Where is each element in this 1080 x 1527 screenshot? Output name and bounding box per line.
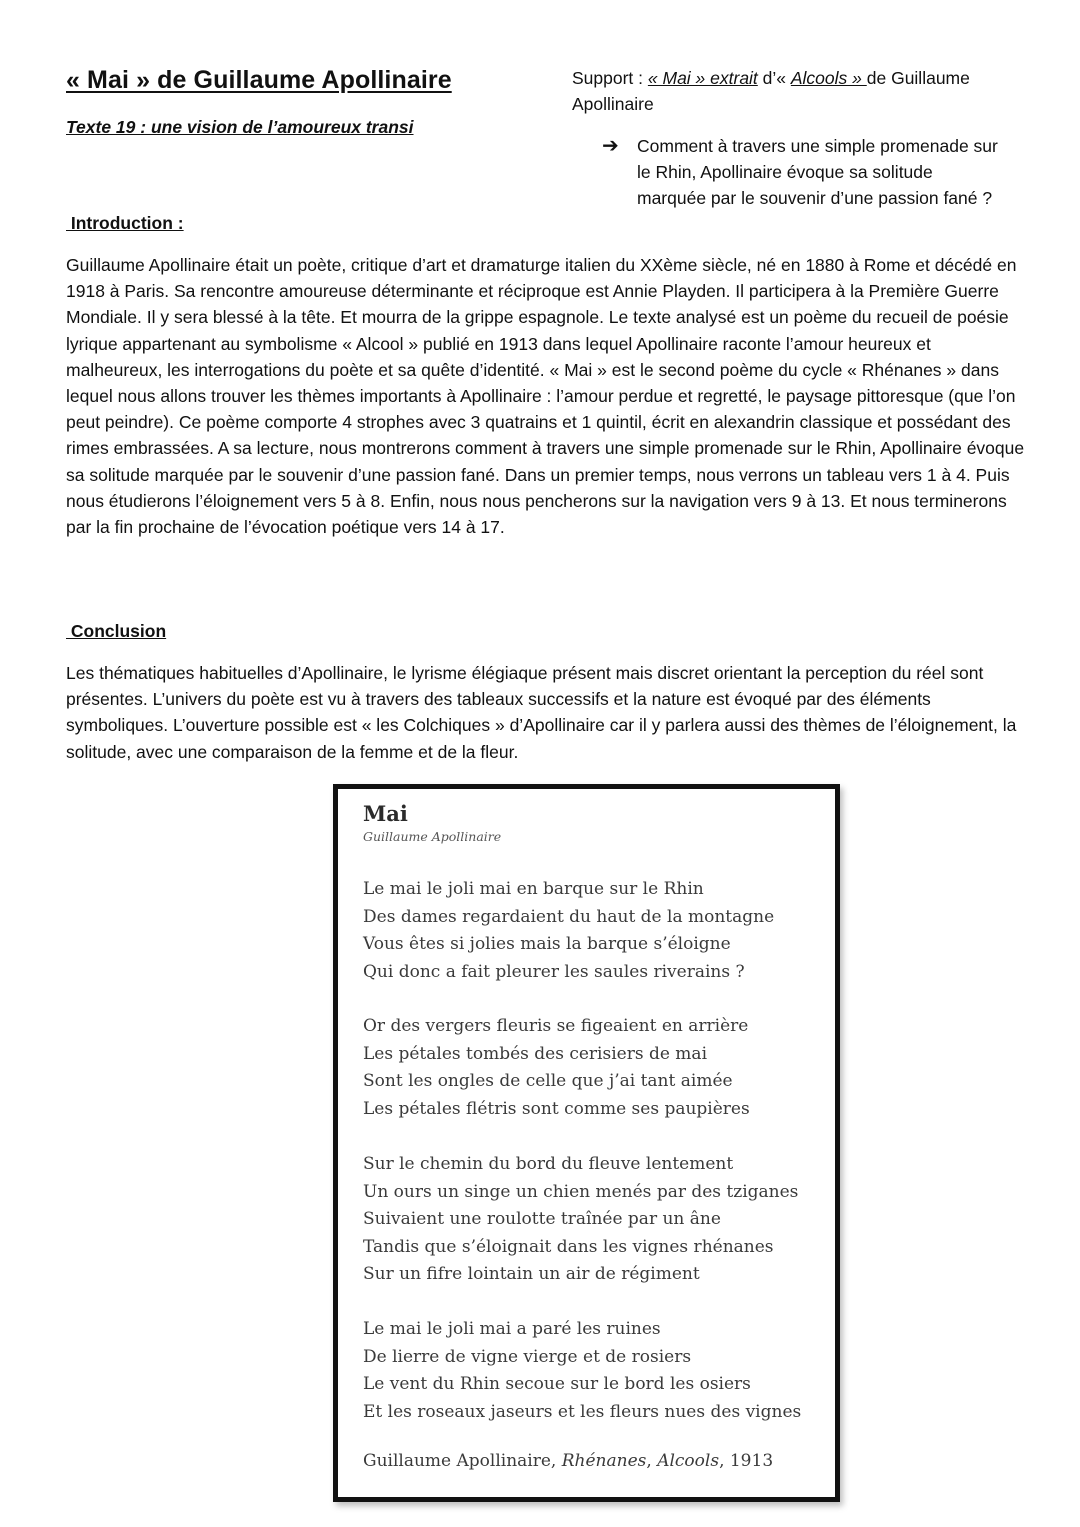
- poem-verse: Tandis que s’éloignait dans les vignes rhénanes: [363, 1236, 774, 1257]
- poem-verse: Suivaient une roulotte traînée par un âne: [363, 1209, 721, 1229]
- problematique-text: Comment à travers une simple promenade sur le Rhin, Apollinaire évoque sa solitude marquée par le souvenir d’une passion fané ?: [637, 136, 998, 208]
- poem-verse: Vous êtes si jolies mais la barque s’éloigne: [363, 934, 731, 954]
- poem-verse: Des dames regardaient du haut de la montagne: [363, 906, 775, 927]
- poem-verse: Or des vergers fleuris se figeaient en arrière: [363, 1016, 749, 1036]
- problematique: [602, 133, 1002, 211]
- support-work: « Mai » extrait: [647, 68, 758, 88]
- support-mid: d’«: [757, 68, 791, 88]
- poem-verse: Le vent du Rhin secoue sur le bord les osiers: [363, 1374, 751, 1394]
- introduction-heading: Introduction :: [66, 213, 184, 233]
- credit-year: , 1913: [719, 1451, 774, 1471]
- conclusion-text: Les thématiques habituelles d’Apollinaire, le lyrisme élégiaque présent mais discret orientant la perception du réel sont présentes. L’univers du poète est vu à travers des tableaux successifs et la nature est évoqué par des éléments symboliques. L’ouverture possible est « les Colchiques » d’Apollinaire car il y parlera aussi des thèmes de l’éloignement, la solitude, avec une comparaison de la femme et de la fleur.: [66, 663, 1017, 762]
- poem-verse: Et les roseaux jaseurs et les fleurs nues des vignes: [363, 1401, 802, 1422]
- support-prefix: Support :: [572, 68, 648, 88]
- poem-verse: Sur le chemin du bord du fleuve lentement: [363, 1154, 734, 1174]
- poem-stanza-4: [363, 1316, 801, 1426]
- credit-cycle: Rhénanes: [561, 1451, 647, 1471]
- support-collection: Alcools »: [790, 68, 867, 88]
- poem-stanza-3: [363, 1151, 798, 1289]
- poem-image: [333, 784, 840, 1502]
- poem-title: Mai: [363, 801, 408, 826]
- page-title: « Mai » de Guillaume Apollinaire: [66, 66, 452, 94]
- poem-verse: Sont les ongles de celle que j’ai tant aimée: [363, 1071, 733, 1091]
- poem-verse: De lierre de vigne vierge et de rosiers: [363, 1346, 692, 1367]
- poem-verse: Un ours un singe un chien menés par des tziganes: [363, 1181, 799, 1202]
- poem-verse: Qui donc a fait pleurer les saules riverains ?: [363, 961, 745, 982]
- arrow-right-icon: ➔: [602, 135, 619, 157]
- credit-collection: Alcools: [657, 1451, 720, 1471]
- credit-sep: ,: [646, 1451, 658, 1471]
- poem-verse: Le mai le joli mai en barque sur le Rhin: [363, 879, 704, 899]
- poem-stanza-1: [363, 876, 774, 986]
- poem-verse: Sur un fifre lointain un air de régiment: [363, 1264, 700, 1284]
- poem-verse: Le mai le joli mai a paré les ruines: [363, 1319, 661, 1339]
- poem-stanza-2: [363, 1013, 750, 1123]
- poem-verse: Les pétales tombés des cerisiers de mai: [363, 1043, 708, 1064]
- conclusion-heading: Conclusion: [66, 621, 167, 641]
- support-reference: [572, 65, 1012, 117]
- page-subtitle: Texte 19 : une vision de l’amoureux transi: [66, 117, 414, 137]
- poem-author: Guillaume Apollinaire: [363, 829, 502, 844]
- poem-verse: Les pétales flétris sont comme ses paupières: [363, 1098, 750, 1119]
- credit-author: Guillaume Apollinaire,: [363, 1451, 562, 1471]
- support-suffix: de Guillaume Apollinaire: [572, 68, 970, 114]
- poem-credit: [363, 1451, 773, 1471]
- introduction-text: Guillaume Apollinaire était un poète, critique d’art et dramaturge italien du XXème siècle, né en 1880 à Rome et décédé en 1918 à Paris. Sa rencontre amoureuse déterminante et réciproque est Annie Playden. Il participera à la Première Guerre Mondiale. Il y sera blessé à la tête. Et mourra de la grippe espagnole. Le texte analysé est un poème du recueil de poésie lyrique appartenant au symbolisme « Alcool » publié en 1913 dans lequel Apollinaire raconte l’amour heureux et malheureux, les interrogations du poète et sa quête d’identité. « Mai » est le second poème du cycle « Rhénanes » dans lequel nous allons trouver les thèmes importants à Apollinaire : l’amour perdue et regretté, le paysage pittoresque (que l’on peut peindre). Ce poème comporte 4 strophes avec 3 quatrains et 1 quintil, écrit en alexandrin classique et possédant des rimes embrassées. A sa lecture, nous montrerons comment à travers une simple promenade sur le Rhin, Apollinaire évoque sa solitude marquée par le souvenir d’une passion fané. Dans un premier temps, nous verrons un tableau vers 1 à 4. Puis nous étudierons l’éloignement vers 5 à 8. Enfin, nous nous pencherons sur la navigation vers 9 à 13. Et nous terminerons par la fin prochaine de l’évocation poétique vers 14 à 17.: [66, 255, 1025, 538]
